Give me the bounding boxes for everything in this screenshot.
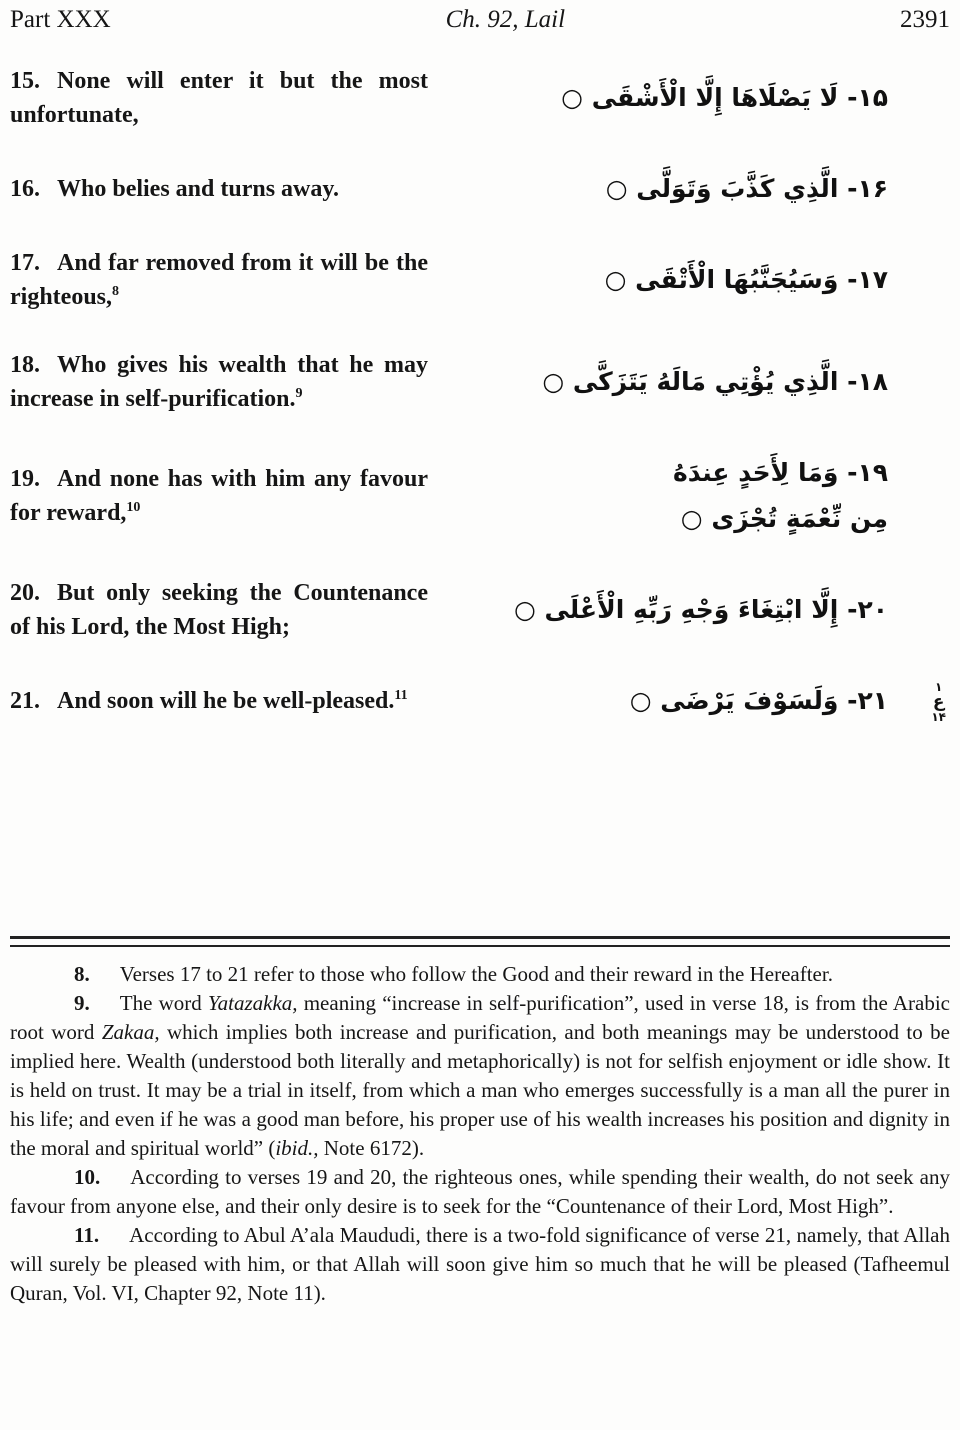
verse-text: But only seeking the Countenance of his Lord, the Most High;	[10, 580, 428, 640]
footnote-text: The word Yatazakka, meaning “increase in self-purification”, used in verse 18, is from the Arabic root word Zakaa, which implies both increase and purification, and both meanings may be understood to be implied here. Wealth (understood both literally and metaphorically) is not for selfish enjoyment or idle show. It is held on trust. It may be a trial in itself, from which a man who emerges successfully is a man all the purer in his life; and even if he was a good man before, his proper use of his wealth increases his position and dignity in the moral and spiritual world” (ibid., Note 6172).	[10, 991, 950, 1160]
verse-number: 18.	[10, 352, 40, 378]
ruku-number-bottom: ۱۴	[931, 710, 946, 725]
verse-number: 20.	[10, 580, 40, 606]
verse-arabic-line-1: ۱۹- وَمَا لِأَحَدٍ عِندَهُ	[673, 458, 888, 487]
verse-arabic: ۱۷- وَسَيُجَنَّبُهَا الْأَتْقَى ○	[604, 265, 888, 294]
footnote-ref: 9	[295, 386, 303, 401]
verse-text: And soon will he be well-pleased.	[57, 688, 395, 714]
verse-row-19	[10, 450, 950, 542]
verses-section	[10, 64, 950, 724]
verse-english	[10, 172, 428, 206]
verse-number: 16.	[10, 176, 40, 202]
verse-text: Who belies and turns away.	[57, 176, 340, 202]
header-chapter-title: Ch. 92, Lail	[445, 6, 566, 33]
verse-english	[10, 684, 428, 718]
verse-row-17	[10, 246, 950, 314]
footnote-separator-rule	[10, 936, 950, 947]
verse-row-15	[10, 64, 950, 132]
page-header	[10, 6, 950, 34]
verse-arabic: ۲۰- إِلَّا ابْتِغَاءَ وَجْهِ رَبِّهِ الْأَعْلَى ○	[514, 595, 888, 624]
verse-number: 17.	[10, 250, 40, 276]
footnote-number: 11.	[74, 1223, 100, 1247]
verse-english	[10, 246, 428, 314]
ruku-marker-icon	[931, 681, 946, 724]
verse-arabic: ۲۱- وَلَسَوْفَ يَرْضَى ○	[629, 686, 888, 715]
verse-text: None will enter it but the most unfortunate,	[10, 68, 428, 128]
header-page-number: 2391	[899, 6, 950, 33]
verse-arabic: ۱۶- الَّذِي كَذَّبَ وَتَوَلَّى ○	[605, 174, 888, 203]
verse-number: 15.	[10, 68, 40, 94]
verse-row-16	[10, 166, 950, 212]
footnote-number: 9.	[74, 991, 90, 1015]
verse-arabic	[428, 450, 950, 542]
verse-row-18	[10, 348, 950, 416]
verse-text: Who gives his wealth that he may increase in self-purification.	[10, 352, 428, 412]
footnote-9	[10, 989, 950, 1163]
footnote-11	[10, 1221, 950, 1308]
footnote-ref: 10	[126, 500, 141, 515]
ruku-letter: ع	[932, 692, 945, 713]
footnote-10	[10, 1163, 950, 1221]
footnote-text: According to verses 19 and 20, the righteous ones, while spending their wealth, do not seek any favour from anyone else, and their only desire is to seek for the “Countenance of their Lord, Most High”.	[10, 1165, 950, 1218]
verse-english	[10, 64, 428, 132]
verse-row-20	[10, 576, 950, 644]
verse-english	[10, 576, 428, 644]
ruku-number-top: ۱	[935, 680, 943, 695]
verse-number: 21.	[10, 688, 40, 714]
verse-arabic-line-2: مِن نِّعْمَةٍ تُجْزَى ○	[680, 504, 888, 533]
footnote-number: 10.	[74, 1165, 101, 1189]
verse-english	[10, 462, 428, 530]
footnote-number: 8.	[74, 962, 90, 986]
verse-number: 19.	[10, 466, 40, 492]
verse-english	[10, 348, 428, 416]
verse-text: And far removed from it will be the righteous,	[10, 250, 428, 310]
verse-arabic: ۱۵- لَا يَصْلَاهَا إِلَّا الْأَشْقَى ○	[561, 83, 888, 112]
verse-arabic: ۱۸- الَّذِي يُؤْتِي مَالَهُ يَتَزَكَّى ○	[542, 367, 888, 396]
verse-text: And none has with him any favour for reward,	[10, 466, 428, 526]
verse-row-21	[10, 678, 950, 724]
footnotes-section	[10, 960, 950, 1308]
footnote-ref: 11	[394, 688, 408, 703]
footnote-text: According to Abul A’ala Maududi, there is a two-fold significance of verse 21, namely, that Allah will surely be pleased with him, or that Allah will soon give him so much that he will be pleased (Tafheemul Quran, Vol. VI, Chapter 92, Note 11).	[10, 1223, 950, 1305]
header-part-label: Part XXX	[10, 6, 111, 33]
footnote-ref: 8	[112, 284, 119, 299]
footnote-8	[10, 960, 950, 989]
footnote-text: Verses 17 to 21 refer to those who follow the Good and their reward in the Hereafter.	[119, 962, 833, 986]
